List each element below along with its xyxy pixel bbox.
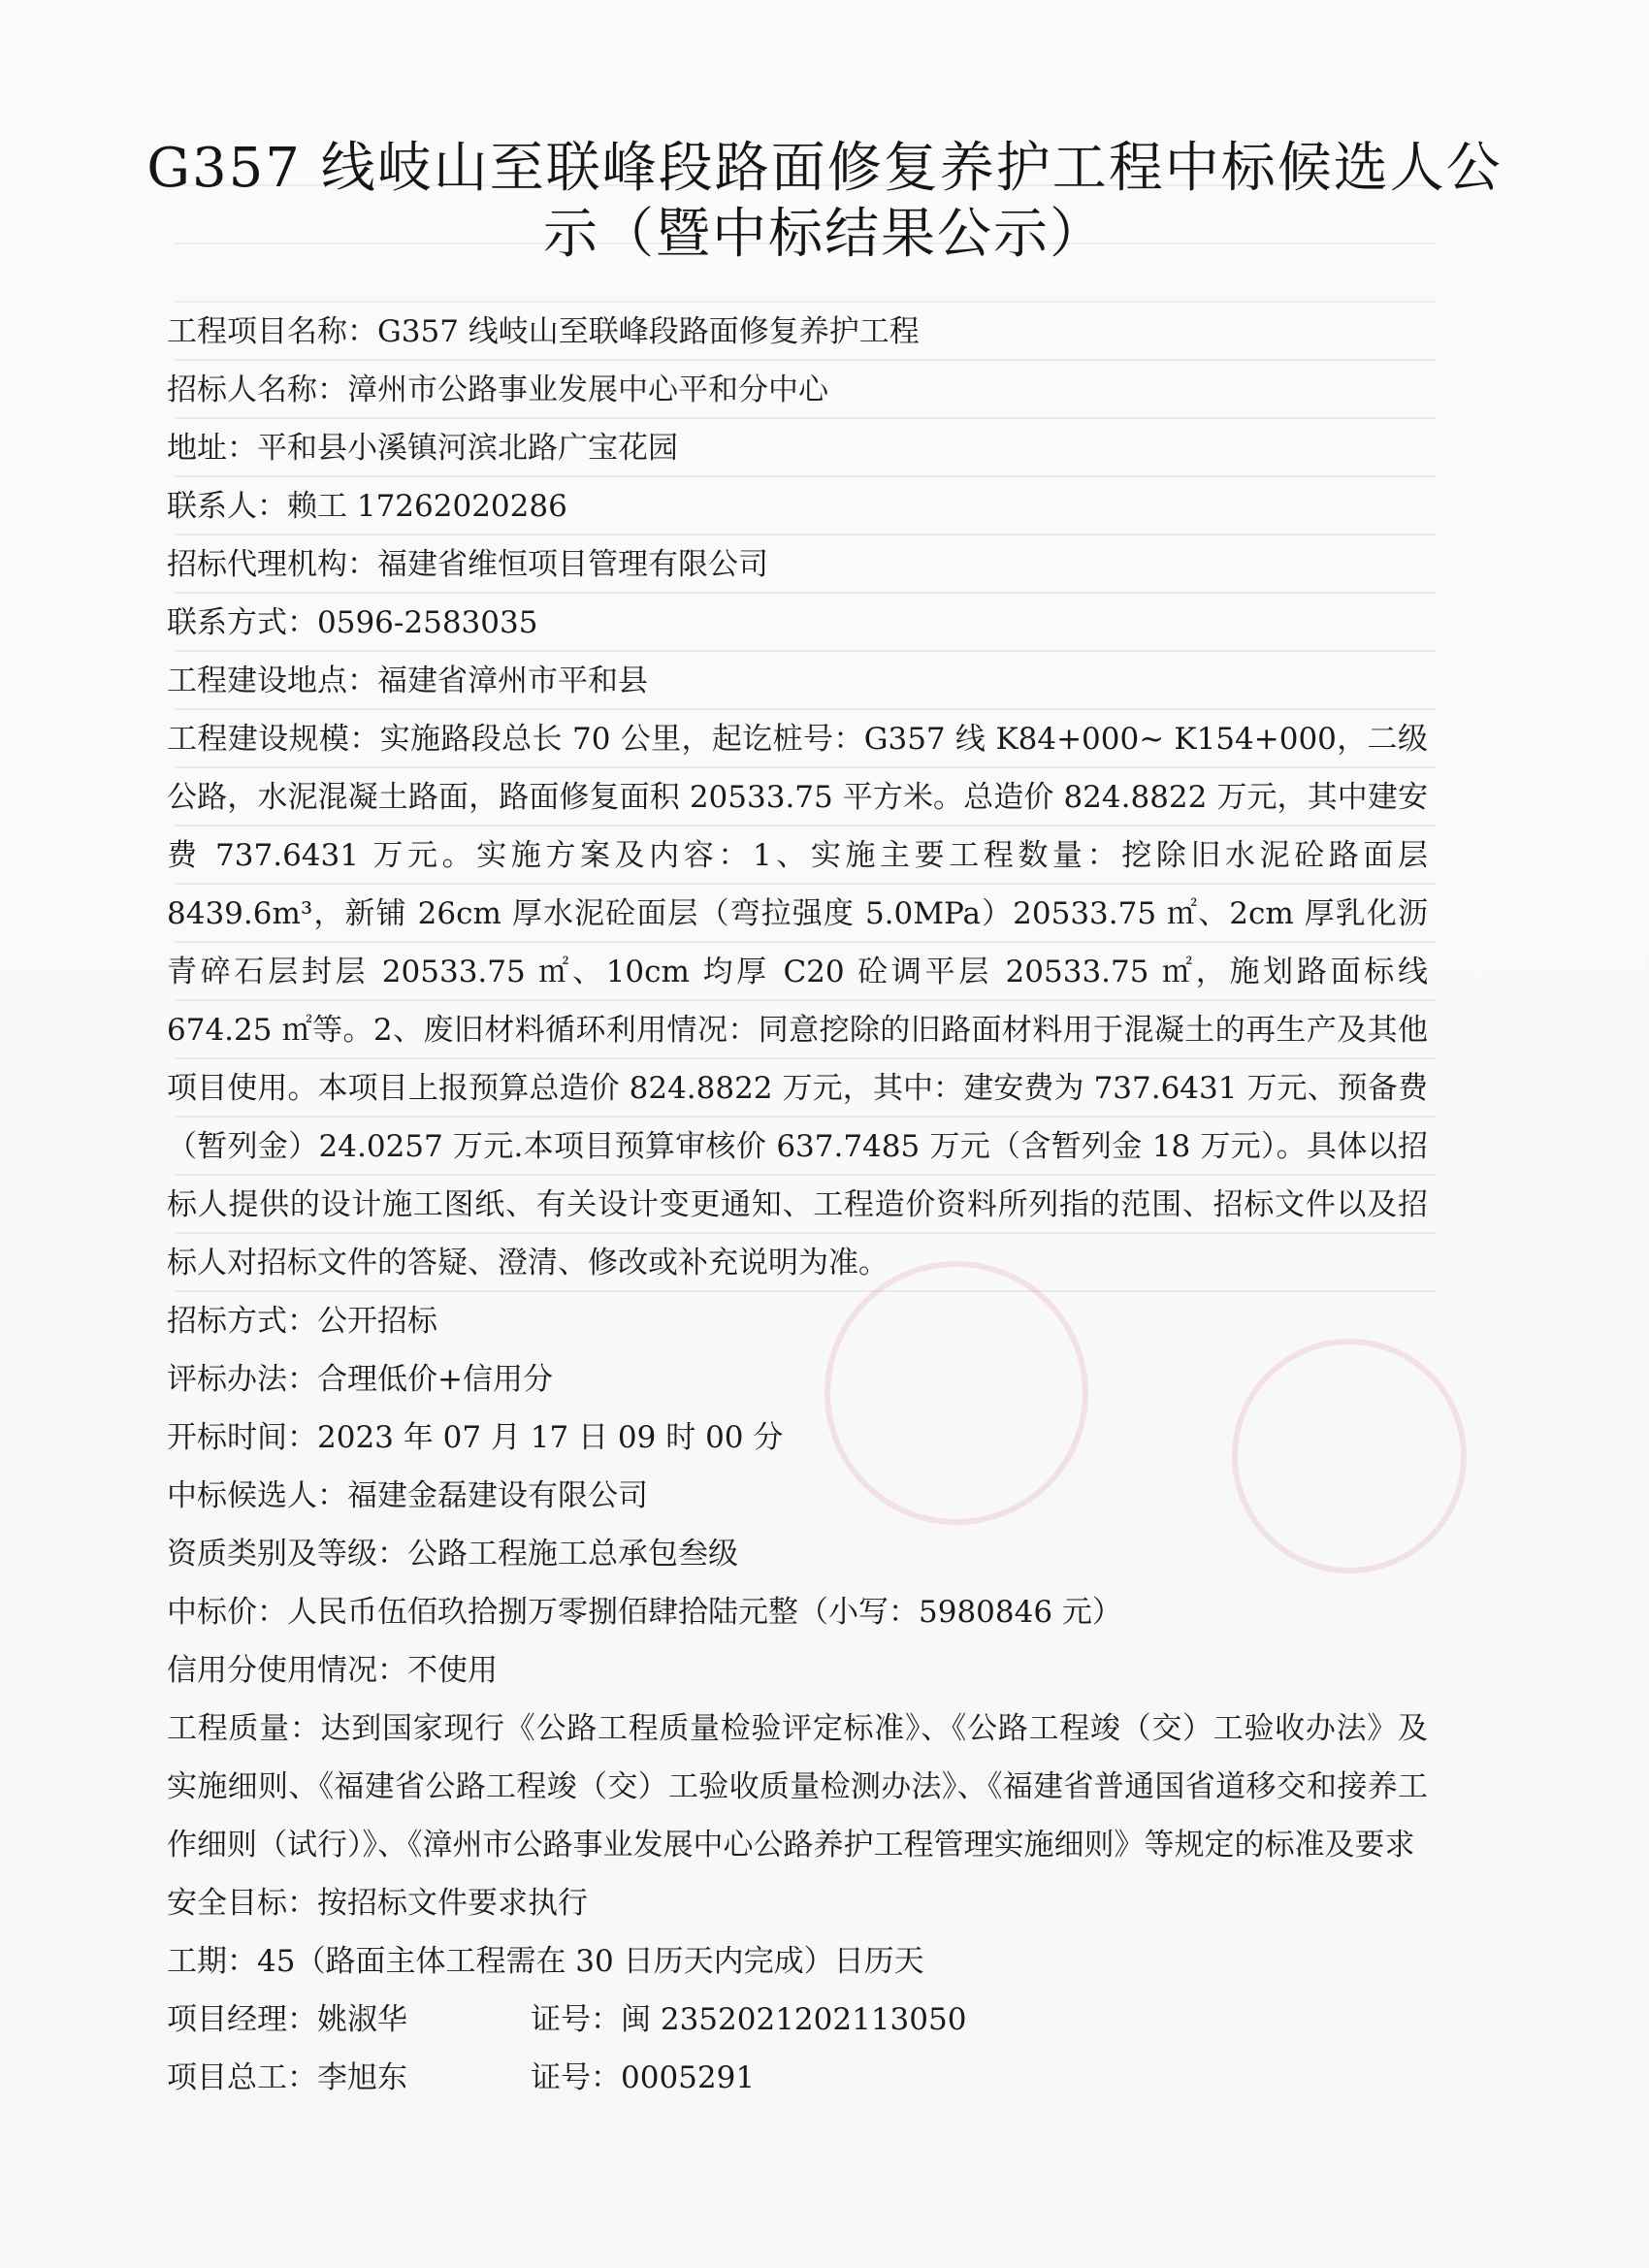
agency-phone: 联系方式：0596-2583035 (167, 605, 538, 640)
project-manager: 项目经理：姚淑华 (167, 2002, 407, 2037)
location: 工程建设地点：福建省漳州市平和县 (167, 664, 648, 698)
winning-candidate: 中标候选人：福建金磊建设有限公司 (167, 1478, 648, 1513)
agency: 招标代理机构：福建省维恒项目管理有限公司 (167, 547, 768, 582)
manager-cert: 证号：闽 2352021202113050 (531, 2002, 967, 2037)
tender-method: 招标方式：公开招标 (167, 1304, 437, 1339)
project-name: 工程项目名称：G357 线岐山至联峰段路面修复养护工程 (167, 314, 920, 349)
contact: 联系人：赖工 17262020286 (167, 489, 567, 524)
safety-goal: 安全目标：按招标文件要求执行 (167, 1886, 588, 1921)
qualification: 资质类别及等级：公路工程施工总承包叁级 (167, 1537, 738, 1571)
document-title: G357 线岐山至联峰段路面修复养护工程中标候选人公示（暨中标结果公示） (146, 137, 1503, 267)
engineer-row (167, 2049, 1428, 2107)
duration: 工期：45（路面主体工程需在 30 日历天内完成）日历天 (167, 1944, 924, 1979)
tenderer: 招标人名称：漳州市公路事业发展中心平和分中心 (167, 373, 828, 407)
construction-scale: 工程建设规模：实施路段总长 70 公里，起讫桩号：G357 线 K84+000~ K154+000，二级公路，水泥混凝土路面，路面修复面积 20533.75 平方米。总造价 824.8822 万元，其中建安费 737.6431 万元。实施方案及内容：1、实施主要工程数量：挖除旧水泥砼路面层 8439.6m³，新铺 26cm 厚水泥砼面层（弯拉强度 5.0MPa）20533.75 ㎡、2cm 厚乳化沥青碎石层封层 20533.75 ㎡、10cm 均厚 C20 砼调平层 20533.75 ㎡，施划路面标线 674.25 ㎡等。2、废旧材料循环利用情况：同意挖除的旧路面材料用于混凝土的再生产及其他项目使用。本项目上报预算总造价 824.8822 万元，其中：建安费为 737.6431 万元、预备费（暂列金）24.0257 万元.本项目预算审核价 637.7485 万元（含暂列金 18 万元）。具体以招标人提供的设计施工图纸、有关设计变更通知、工程造价资料所列指的范围、招标文件以及招标人对招标文件的答疑、澄清、修改或补充说明为准。 (167, 722, 1428, 1280)
engineer-cert: 证号：0005291 (531, 2060, 756, 2095)
address: 地址：平和县小溪镇河滨北路广宝花园 (167, 431, 678, 466)
winning-price: 中标价：人民币伍佰玖拾捌万零捌佰肆拾陆元整（小写：5980846 元） (167, 1595, 1122, 1630)
document-body (167, 303, 1428, 2107)
opening-time: 开标时间：2023 年 07 月 17 日 09 时 00 分 (167, 1420, 784, 1455)
chief-engineer: 项目总工：李旭东 (167, 2060, 407, 2095)
manager-row (167, 1991, 1428, 2049)
credit-usage: 信用分使用情况：不使用 (167, 1653, 498, 1688)
quality-standard: 工程质量：达到国家现行《公路工程质量检验评定标准》、《公路工程竣（交）工验收办法》及实施细则、《福建省公路工程竣（交）工验收质量检测办法》、《福建省普通国省道移交和接养工作细则（试行）》、《漳州市公路事业发展中心公路养护工程管理实施细则》等规定的标准及要求 (167, 1711, 1428, 1863)
evaluation-method: 评标办法：合理低价+信用分 (167, 1362, 553, 1397)
